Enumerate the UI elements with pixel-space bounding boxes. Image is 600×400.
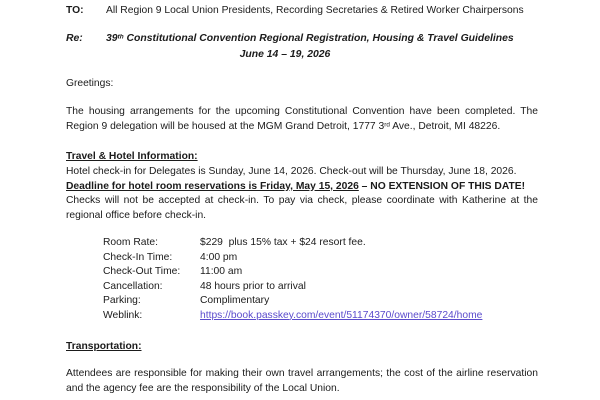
detail-label: Weblink: <box>103 309 143 321</box>
travel-hotel-section <box>66 150 538 223</box>
hotel-checkin-line: Hotel check-in for Delegates is Sunday, June 14, 2026. Check-out will be Thursday, June 18, 2026. <box>66 165 517 177</box>
transportation-heading: Transportation: <box>66 341 142 353</box>
detail-value: 48 hours prior to arrival <box>200 280 306 292</box>
table-row <box>103 265 482 280</box>
table-row <box>103 294 482 309</box>
table-row <box>103 280 482 295</box>
reservation-deadline-line <box>66 180 538 195</box>
re-dates: June 14 – 19, 2026 <box>239 48 331 60</box>
deadline-emphasis-text: – NO EXTENSION OF THIS DATE! <box>358 180 526 192</box>
travel-hotel-heading: Travel & Hotel Information: <box>66 151 198 163</box>
detail-label: Check-Out Time: <box>103 266 181 278</box>
re-subject-text: Constitutional Convention Regional Registration, Housing & Travel Guidelines <box>123 33 514 44</box>
greeting-line: Greetings: <box>66 77 114 89</box>
detail-label: Room Rate: <box>103 237 158 249</box>
table-row <box>103 251 482 266</box>
checks-policy-line: Checks will not be accepted at check-in. To pay via check, please coordinate with Katherine at the regional office before check-in. <box>66 195 538 221</box>
intro-paragraph-part2: Ave., Detroit, MI 48226. <box>389 120 501 132</box>
detail-label: Parking: <box>103 295 141 307</box>
intro-paragraph-part1: The housing arrangements for the upcoming Constitutional Convention have been completed. The Region 9 delegation will be housed at the MGM Grand Detroit, 1777 3 <box>66 106 538 132</box>
intro-paragraph <box>66 105 538 134</box>
table-row <box>103 309 482 324</box>
transportation-paragraph: Attendees are responsible for making their own travel arrangements; the cost of the airline reservation and the agency fee are the responsibility of the Local Union. <box>66 367 538 394</box>
to-line <box>66 5 538 16</box>
detail-value <box>200 309 482 324</box>
transportation-section <box>66 340 538 396</box>
detail-label: Check-In Time: <box>103 251 173 263</box>
re-subject <box>106 32 538 47</box>
detail-label: Cancellation: <box>103 280 163 292</box>
re-label: Re: <box>66 33 83 44</box>
table-row <box>103 236 482 251</box>
hotel-booking-link[interactable]: https://book.passkey.com/event/51174370/owner/58724/home <box>200 309 483 321</box>
document-body <box>66 0 538 396</box>
hotel-details-table <box>103 236 482 323</box>
re-block <box>66 32 538 63</box>
re-line <box>66 32 538 47</box>
to-recipients: All Region 9 Local Union Presidents, Recording Secretaries & Retired Worker Chairpersons <box>106 5 524 16</box>
to-label: TO: <box>66 5 84 16</box>
re-ordinal-suffix: th <box>117 33 124 41</box>
detail-value: $229 plus 15% tax + $24 resort fee. <box>200 237 366 249</box>
deadline-underlined-text: Deadline for hotel room reservations is Friday, May 15, 2026 <box>66 180 359 192</box>
detail-value: 4:00 pm <box>200 251 238 263</box>
re-ordinal-number: 39 <box>106 33 118 44</box>
detail-value: 11:00 am <box>200 266 243 278</box>
hotel-details-body <box>103 236 482 323</box>
detail-value: Complimentary <box>200 295 270 307</box>
address-ordinal-suffix: rd <box>384 121 390 129</box>
